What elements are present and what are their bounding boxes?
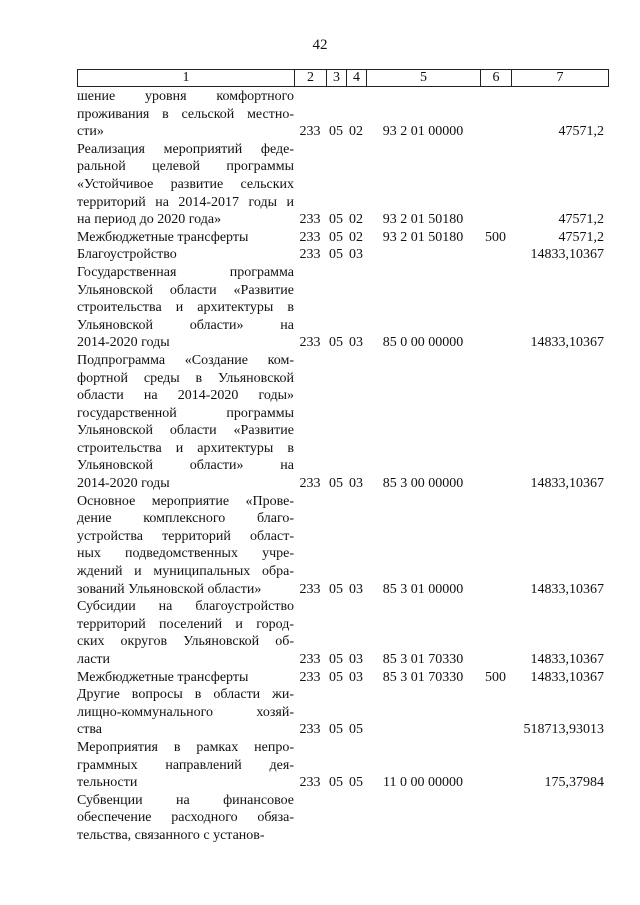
section-code: 05 bbox=[329, 124, 343, 140]
description-line: лищно-коммунального хозяй- bbox=[77, 704, 294, 720]
expense-type-code bbox=[480, 721, 511, 739]
description-line: Ульяновской области «Развитие bbox=[77, 423, 294, 439]
description-line: Ульяновской области» на bbox=[77, 317, 294, 333]
section-code: 05 bbox=[329, 247, 343, 263]
section-code: 05 bbox=[329, 722, 343, 738]
section-code: 05 bbox=[329, 229, 343, 245]
table-row bbox=[77, 264, 608, 352]
amount: 47571,2 bbox=[558, 229, 604, 245]
target-article-code: 85 3 01 70330 bbox=[382, 652, 464, 667]
row-description bbox=[77, 246, 294, 264]
description-line: 2014-2020 годы bbox=[77, 476, 170, 492]
description-line: Мероприятия в рамках непро- bbox=[77, 739, 294, 755]
description-line: ских округов Ульяновской об- bbox=[77, 634, 294, 650]
amount: 14833,10367 bbox=[530, 652, 604, 667]
expense-type-code bbox=[480, 246, 511, 264]
section-code: 05 bbox=[329, 476, 343, 492]
table-row bbox=[77, 141, 608, 229]
description-line: шение уровня комфортного bbox=[77, 89, 294, 104]
header-col-7: 7 bbox=[512, 70, 609, 87]
target-article-code: 85 3 01 00000 bbox=[382, 581, 464, 597]
table-row bbox=[77, 739, 608, 792]
description-line: строительства и архитектуры в bbox=[77, 440, 294, 456]
rzpr-code: 233 bbox=[299, 247, 321, 263]
description-line: граммных направлений дея- bbox=[77, 757, 294, 773]
description-line: тельства, связанного с установ- bbox=[77, 827, 265, 843]
rzpr-code: 233 bbox=[299, 335, 321, 351]
section-code: 05 bbox=[329, 212, 343, 228]
rzpr-code: 233 bbox=[299, 476, 321, 492]
subsection-code: 02 bbox=[349, 212, 363, 228]
row-description bbox=[77, 598, 294, 668]
subsection-code: 03 bbox=[349, 581, 363, 597]
description-line: Межбюджетные трансферты bbox=[77, 229, 249, 245]
description-line: 2014-2020 годы bbox=[77, 335, 170, 351]
description-line: Межбюджетные трансферты bbox=[77, 669, 249, 685]
expense-type-code bbox=[480, 123, 511, 141]
description-line: Подпрограмма «Создание ком- bbox=[77, 352, 294, 368]
row-description bbox=[77, 686, 294, 739]
subsection-code: 03 bbox=[349, 652, 363, 667]
description-line: ласти bbox=[77, 652, 111, 667]
subsection-code: 03 bbox=[349, 669, 363, 685]
row-description bbox=[77, 264, 294, 352]
subsection-code: 03 bbox=[349, 335, 363, 351]
description-line: Государственная программа bbox=[77, 264, 294, 280]
expense-type-code bbox=[480, 211, 511, 229]
description-line: строительства и архитектуры в bbox=[77, 300, 294, 316]
description-line: Основное мероприятие «Прове- bbox=[77, 493, 294, 509]
description-line: сти» bbox=[77, 124, 104, 140]
rzpr-code: 233 bbox=[299, 652, 321, 667]
amount: 518713,93013 bbox=[523, 722, 604, 738]
rzpr-code: 233 bbox=[299, 775, 321, 791]
description-line: дение комплексного благо- bbox=[77, 511, 294, 527]
table-row bbox=[77, 229, 608, 247]
target-article-code: 85 0 00 00000 bbox=[382, 335, 464, 351]
description-line: ждений и муниципальных обра- bbox=[77, 564, 294, 580]
row-description bbox=[77, 792, 294, 845]
expense-type-code: 500 bbox=[485, 229, 506, 245]
target-article-code: 85 3 00 00000 bbox=[382, 476, 464, 492]
table-row bbox=[77, 669, 608, 687]
description-line: Ульяновской области» на bbox=[77, 458, 294, 474]
description-line: Другие вопросы в области жи- bbox=[77, 687, 294, 703]
description-line: Реализация мероприятий феде- bbox=[77, 141, 294, 157]
target-article-code: 93 2 01 50180 bbox=[382, 212, 464, 228]
description-line: ных подведомственных учре- bbox=[77, 546, 294, 562]
description-line: тельности bbox=[77, 775, 138, 791]
target-article-code: 11 0 00 00000 bbox=[383, 775, 463, 791]
rzpr-code: 233 bbox=[299, 669, 321, 685]
description-line: государственной программы bbox=[77, 405, 294, 421]
subsection-code: 03 bbox=[349, 476, 363, 492]
subsection-code: 05 bbox=[349, 775, 363, 791]
expense-type-code bbox=[480, 475, 511, 493]
header-col-4: 4 bbox=[347, 70, 367, 87]
amount: 14833,10367 bbox=[530, 669, 604, 685]
row-description bbox=[77, 669, 294, 687]
description-line: территорий поселений и город- bbox=[77, 616, 294, 632]
description-line: ральной целевой программы bbox=[77, 159, 294, 175]
rzpr-code: 233 bbox=[299, 124, 321, 140]
amount: 14833,10367 bbox=[530, 581, 604, 597]
table-row bbox=[77, 352, 608, 493]
target-article-code: 93 2 01 00000 bbox=[382, 124, 464, 140]
target-article-code: 93 2 01 50180 bbox=[382, 229, 464, 245]
header-col-6: 6 bbox=[481, 70, 512, 87]
description-line: области на 2014-2020 годы» bbox=[77, 388, 294, 404]
header-col-5: 5 bbox=[367, 70, 481, 87]
expense-type-code bbox=[480, 774, 511, 792]
table-row bbox=[77, 792, 608, 845]
row-description bbox=[77, 739, 294, 792]
rzpr-code: 233 bbox=[299, 581, 321, 597]
header-col-1: 1 bbox=[78, 70, 295, 87]
table-row bbox=[77, 246, 608, 264]
description-line: обеспечение расходного обяза- bbox=[77, 810, 294, 826]
target-article-code bbox=[366, 246, 480, 264]
section-code: 05 bbox=[329, 775, 343, 791]
row-description bbox=[77, 352, 294, 493]
description-line: Субсидии на благоустройство bbox=[77, 599, 294, 615]
subsection-code: 03 bbox=[349, 247, 363, 263]
table-row bbox=[77, 88, 608, 141]
expense-type-code bbox=[480, 651, 511, 669]
budget-table-body bbox=[77, 88, 608, 845]
row-description bbox=[77, 229, 294, 247]
expense-type-code bbox=[480, 581, 511, 599]
table-header bbox=[77, 69, 609, 87]
table-row bbox=[77, 598, 608, 668]
table-row bbox=[77, 493, 608, 599]
description-line: зований Ульяновской области» bbox=[77, 581, 262, 597]
amount: 175,37984 bbox=[544, 775, 604, 791]
subsection-code: 02 bbox=[349, 229, 363, 245]
header-col-3: 3 bbox=[327, 70, 347, 87]
description-line: фортной среды в Ульяновской bbox=[77, 370, 294, 386]
subsection-code: 02 bbox=[349, 124, 363, 140]
section-code: 05 bbox=[329, 581, 343, 597]
description-line: на период до 2020 года» bbox=[77, 212, 222, 228]
row-description bbox=[77, 493, 294, 599]
row-description bbox=[77, 141, 294, 229]
description-line: «Устойчивое развитие сельских bbox=[77, 176, 294, 192]
expense-type-code bbox=[480, 334, 511, 352]
row-description bbox=[77, 88, 294, 141]
amount: 14833,10367 bbox=[530, 335, 604, 351]
rzpr-code: 233 bbox=[299, 212, 321, 228]
section-code: 05 bbox=[329, 335, 343, 351]
description-line: ства bbox=[77, 722, 102, 738]
amount: 47571,2 bbox=[558, 212, 604, 228]
target-article-code: 85 3 01 70330 bbox=[382, 669, 464, 685]
table-row bbox=[77, 686, 608, 739]
rzpr-code: 233 bbox=[299, 722, 321, 738]
page-number: 42 bbox=[312, 37, 328, 53]
description-line: Благоустройство bbox=[77, 247, 177, 263]
rzpr-code: 233 bbox=[299, 229, 321, 245]
subsection-code: 05 bbox=[349, 722, 363, 738]
header-col-2: 2 bbox=[295, 70, 327, 87]
section-code: 05 bbox=[329, 669, 343, 685]
amount: 14833,10367 bbox=[530, 247, 604, 263]
expense-type-code: 500 bbox=[485, 669, 506, 685]
section-code: 05 bbox=[329, 652, 343, 667]
description-line: территорий на 2014-2017 годы и bbox=[77, 194, 294, 210]
amount: 14833,10367 bbox=[530, 476, 604, 492]
description-line: Ульяновской области «Развитие bbox=[77, 282, 294, 298]
target-article-code bbox=[366, 721, 480, 739]
amount: 47571,2 bbox=[558, 124, 604, 140]
description-line: Субвенции на финансовое bbox=[77, 792, 294, 808]
description-line: устройства территорий област- bbox=[77, 528, 294, 544]
description-line: проживания в сельской местно- bbox=[77, 106, 294, 122]
